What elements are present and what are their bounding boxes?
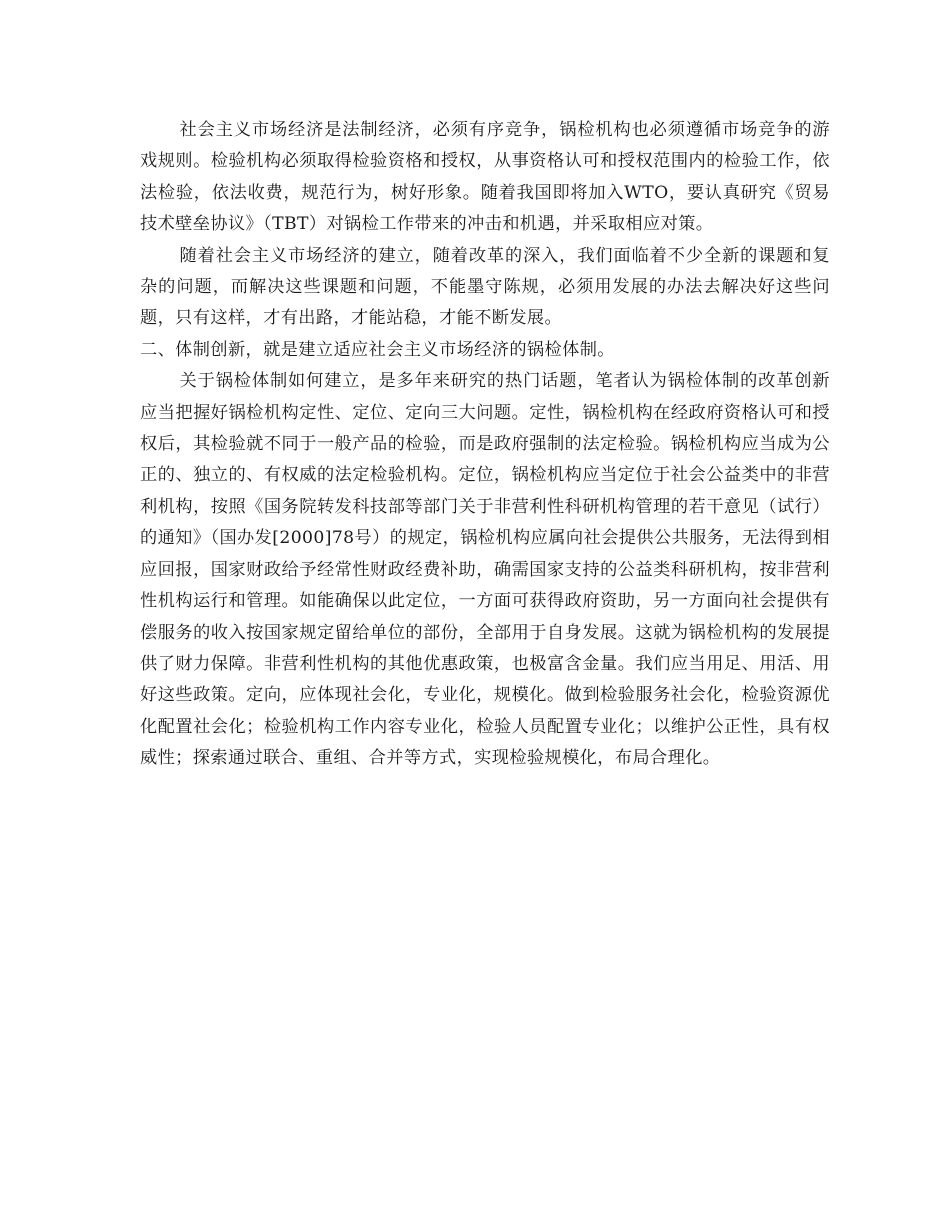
document-body	[140, 115, 830, 775]
section-heading-2: 二、体制创新，就是建立适应社会主义市场经济的锅检体制。	[140, 339, 615, 360]
paragraph-2: 随着社会主义市场经济的建立，随着改革的深入，我们面临着不少全新的课题和复杂的问题，而解决这些课题和问题，不能墨守陈规，必须用发展的办法去解决好这些问题，只有这样，才有出路，才能站稳，才能不断发展。	[140, 245, 830, 329]
paragraph-1: 社会主义市场经济是法制经济，必须有序竞争，锅检机构也必须遵循市场竞争的游戏规则。检验机构必须取得检验资格和授权，从事资格认可和授权范围内的检验工作，依法检验，依法收费，规范行为，树好形象。随着我国即将加入WTO，要认真研究《贸易技术壁垒协议》（TBT）对锅检工作带来的冲击和机遇，并采取相应对策。	[140, 120, 830, 235]
paragraph-3: 关于锅检体制如何建立，是多年来研究的热门话题，笔者认为锅检体制的改革创新应当把握好锅检机构定性、定位、定向三大问题。定性，锅检机构在经政府资格认可和授权后，其检验就不同于一般产品的检验，而是政府强制的法定检验。锅检机构应当成为公正的、独立的、有权威的法定检验机构。定位，锅检机构应当定位于社会公益类中的非营利机构，按照《国务院转发科技部等部门关于非营利性科研机构管理的若干意见（试行）的通知》（国办发[2000]78号）的规定，锅检机构应属向社会提供公共服务，无法得到相应回报，国家财政给予经常性财政经费补助，确需国家支持的公益类科研机构，按非营利性机构运行和管理。如能确保以此定位，一方面可获得政府资助，另一方面向社会提供有偿服务的收入按国家规定留给单位的部份，全部用于自身发展。这就为锅检机构的发展提供了财力保障。非营利性机构的其他优惠政策，也极富含金量。我们应当用足、用活、用好这些政策。定向，应体现社会化，专业化，规模化。做到检验服务社会化，检验资源优化配置社会化；检验机构工作内容专业化，检验人员配置专业化；以维护公正性，具有权威性；探索通过联合、重组、合并等方式，实现检验规模化，布局合理化。	[140, 371, 830, 769]
